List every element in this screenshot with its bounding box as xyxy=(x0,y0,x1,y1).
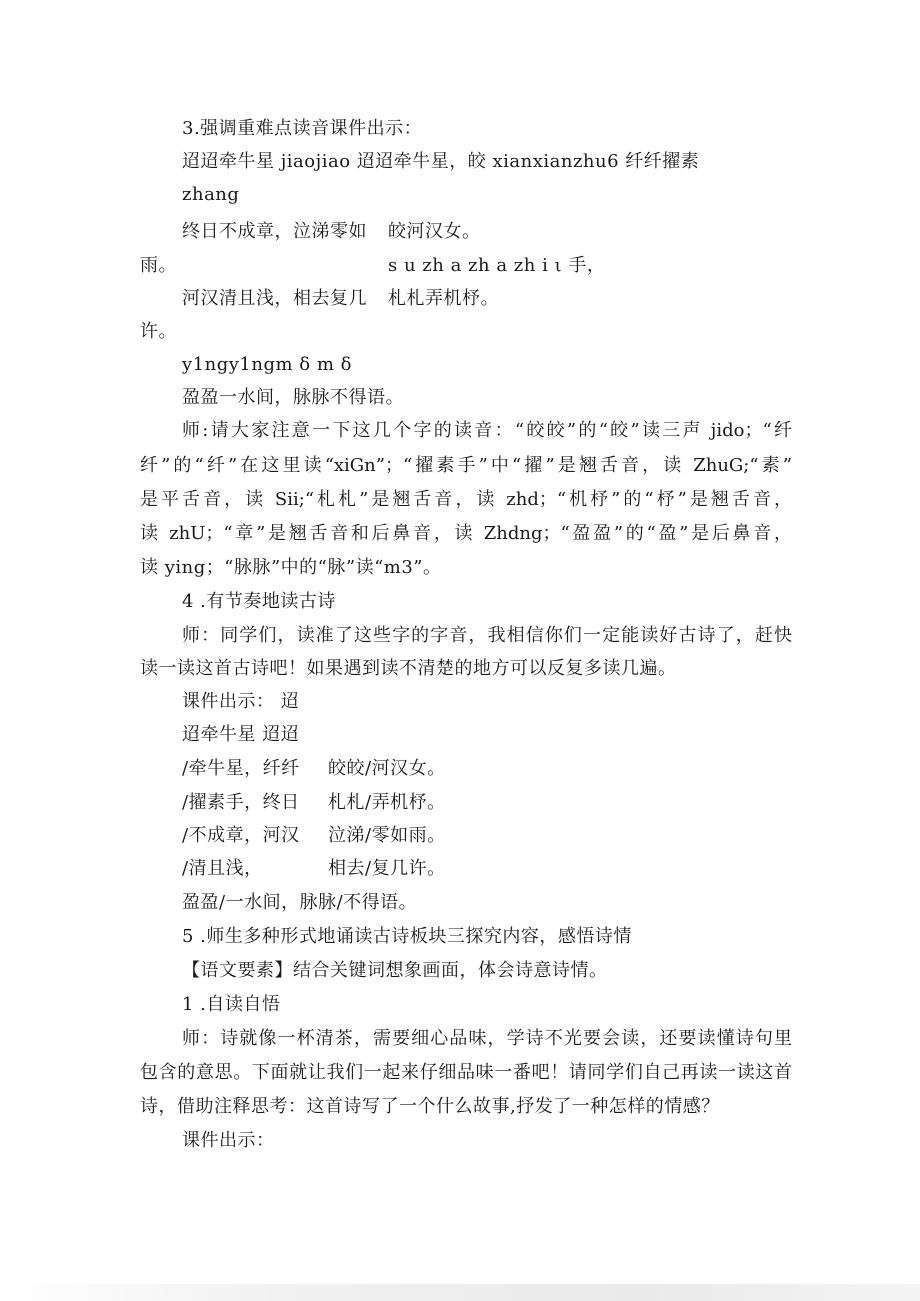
self-read-line-2: 包含的意思。下面就让我们一起来仔细品味一番吧！请同学们自己再读一读这首 xyxy=(140,1062,792,1083)
page-bottom-divider xyxy=(0,1284,920,1301)
language-element: 【语文要素】结合关键词想象画面，体会诗意诗情。 xyxy=(182,960,608,981)
self-read-heading: 1 .自读自悟 xyxy=(182,994,281,1015)
self-read-line-3: 诗，借助注释思考：这首诗写了一个什么故事,抒发了一种怎样的情感？ xyxy=(140,1096,720,1117)
rhythm-left-5: /清且浅， xyxy=(182,858,263,879)
rhythm-right-4: 相去/复几许。 xyxy=(328,858,446,879)
self-read-courseware: 课件出示： xyxy=(182,1130,275,1151)
rhythm-right-3: 泣涕/零如雨。 xyxy=(328,825,446,846)
teacher-note-line-2: 纤”的“纤”在这里读“xiGn”；“擢素手”中“擢”是翘舌音，读 ZhuG;“素” xyxy=(140,455,792,476)
pronunciation-heading: 3.强调重难点读音课件出示： xyxy=(182,118,423,139)
rhythm-right-1: 皎皎/河汉女。 xyxy=(328,758,446,779)
poem-right-line-3: 札札弄机杼。 xyxy=(388,288,499,309)
teacher-note-line-3: 是平舌音，读 Sii;“札札”是翘舌音，读 zhd；“机杼”的“杼”是翘舌音， xyxy=(140,489,792,510)
rhythm-heading: 4 .有节奏地读古诗 xyxy=(182,591,336,612)
teacher-note-line-4: 读 zhU；“章”是翘舌音和后鼻音，读 Zhdng；“盈盈”的“盈”是后鼻音， xyxy=(140,523,792,544)
rhythm-last: 盈盈/一水间，脉脉/不得语。 xyxy=(182,892,418,913)
poem-right-line-1: 皎河汉女。 xyxy=(388,221,481,242)
rhythm-left-4: /不成章，河汉 xyxy=(182,825,300,846)
teacher-note-line-5: 读 ying；“脉脉”中的“脉”读“m3”。 xyxy=(140,557,442,578)
teacher-note-line-1: 师:请大家注意一下这几个字的读音：“皎皎”的“皎”读三声 jido；“纤 xyxy=(182,420,792,441)
poem-right-line-2: s u zh a zh a zh i ι 手， xyxy=(388,255,606,276)
self-read-line-1: 师：诗就像一杯清茶，需要细心品味，学诗不光要会读，还要读懂诗句里 xyxy=(182,1028,792,1049)
rhythm-left-3: /擢素手，终日 xyxy=(182,792,300,813)
courseware-label: 课件出示： 迢 xyxy=(182,691,300,712)
pinyin-yingying: y1ngy1ngm δ m δ xyxy=(182,354,352,375)
poem-left-line-4: 许。 xyxy=(140,321,177,342)
rhythm-para-line-2: 读一读这首古诗吧！如果遇到读不清楚的地方可以反复多读几遍。 xyxy=(140,658,677,679)
poem-pinyin-line: 迢迢牵牛星 jiaojiao 迢迢牵牛星，皎 xianxianzhu6 纤纤擢素 xyxy=(182,151,700,172)
section5-heading: 5 .师生多种形式地诵读古诗板块三探究内容，感悟诗情 xyxy=(182,926,632,947)
rhythm-para-line-1: 师：同学们，读准了这些字的字音，我相信你们一定能读好古诗了，赶快 xyxy=(182,625,792,646)
poem-left-line-1: 终日不成章，泣涕零如 xyxy=(182,221,367,242)
rhythm-left-2: /牵牛星，纤纤 xyxy=(182,758,300,779)
pinyin-zhang: zhang xyxy=(182,184,240,205)
poem-last-line: 盈盈一水间，脉脉不得语。 xyxy=(182,387,404,408)
rhythm-right-2: 札札/弄机杼。 xyxy=(328,792,446,813)
poem-left-line-3: 河汉清且浅，相去复几 xyxy=(182,288,367,309)
poem-left-line-2: 雨。 xyxy=(140,255,177,276)
rhythm-left-1: 迢牵牛星 迢迢 xyxy=(182,724,300,745)
